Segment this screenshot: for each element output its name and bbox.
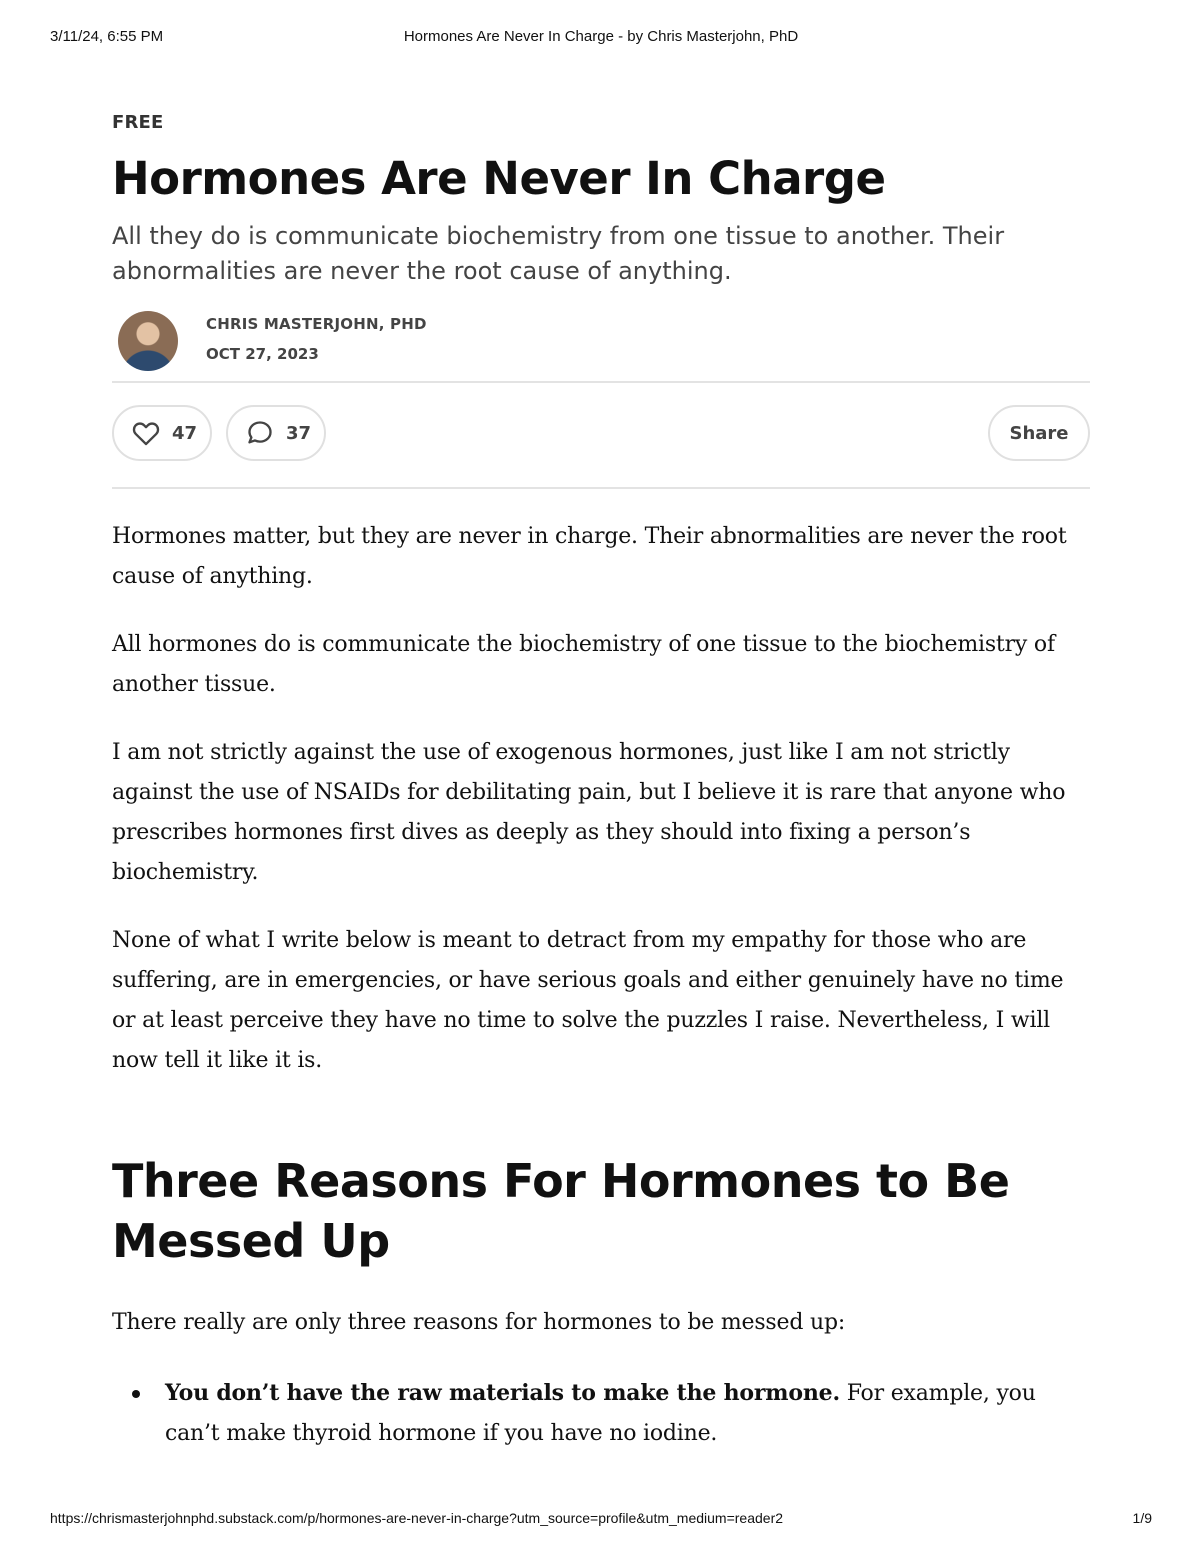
paragraph: All hormones do is communicate the biochemistry of one tissue to the biochemistry of another tissue. [112, 632, 1055, 697]
bullet-icon [132, 1390, 140, 1398]
like-count: 47 [172, 422, 198, 444]
post-actions [112, 383, 1090, 487]
like-button[interactable] [112, 405, 212, 461]
reason-bold: You don’t have the raw materials to make the hormone. [165, 1380, 840, 1406]
article [112, 112, 1090, 1454]
comment-icon [246, 420, 274, 446]
paragraph: None of what I write below is meant to detract from my empathy for those who are suffering, are in emergencies, or have serious goals and either genuinely have no time or at least perceive they have no time to solve the puzzles I raise. Nevertheless, I will now tell it like it is. [112, 928, 1064, 1073]
print-url: https://chrismasterjohnphd.substack.com/p/hormones-are-never-in-charge?utm_source=profile&utm_medium=reader2 [50, 1510, 784, 1526]
section-heading: Three Reasons For Hormones to Be Messed Up [112, 1154, 1010, 1268]
list-item [112, 1373, 1090, 1454]
print-date: 3/11/24, 6:55 PM [50, 28, 164, 45]
print-header [50, 28, 1152, 48]
article-subtitle: All they do is communicate biochemistry from one tissue to another. Their abnormalities are never the root cause of anything. [112, 222, 1005, 285]
heart-icon [132, 420, 160, 446]
paragraph: I am not strictly against the use of exogenous hormones, just like I am not strictly against the use of NSAIDs for debilitating pain, but I believe it is rare that anyone who prescribes hormones first dives as deeply as they should into fixing a person’s biochemistry. [112, 740, 1066, 885]
paragraph: Hormones matter, but they are never in charge. Their abnormalities are never the root cause of anything. [112, 524, 1067, 589]
section-intro: There really are only three reasons for hormones to be messed up: [112, 1310, 846, 1335]
reason-text: For example, you can’t make thyroid hormone if you have no iodine. [165, 1381, 1036, 1446]
comment-count: 37 [286, 422, 312, 444]
print-page-title: Hormones Are Never In Charge - by Chris Masterjohn, PhD [403, 28, 799, 45]
share-button[interactable]: Share [988, 405, 1090, 461]
comment-button[interactable] [226, 405, 326, 461]
print-footer [50, 1510, 1152, 1530]
divider-bottom [112, 487, 1090, 489]
byline [112, 311, 1090, 381]
reasons-list [112, 1373, 1090, 1454]
publish-date: OCT 27, 2023 [206, 345, 319, 363]
article-title: Hormones Are Never In Charge [112, 152, 886, 205]
author-name[interactable]: CHRIS MASTERJOHN, PHD [206, 315, 427, 333]
page-number: 1/9 [1132, 1510, 1152, 1526]
free-badge: FREE [112, 112, 164, 133]
author-avatar[interactable] [118, 311, 178, 371]
